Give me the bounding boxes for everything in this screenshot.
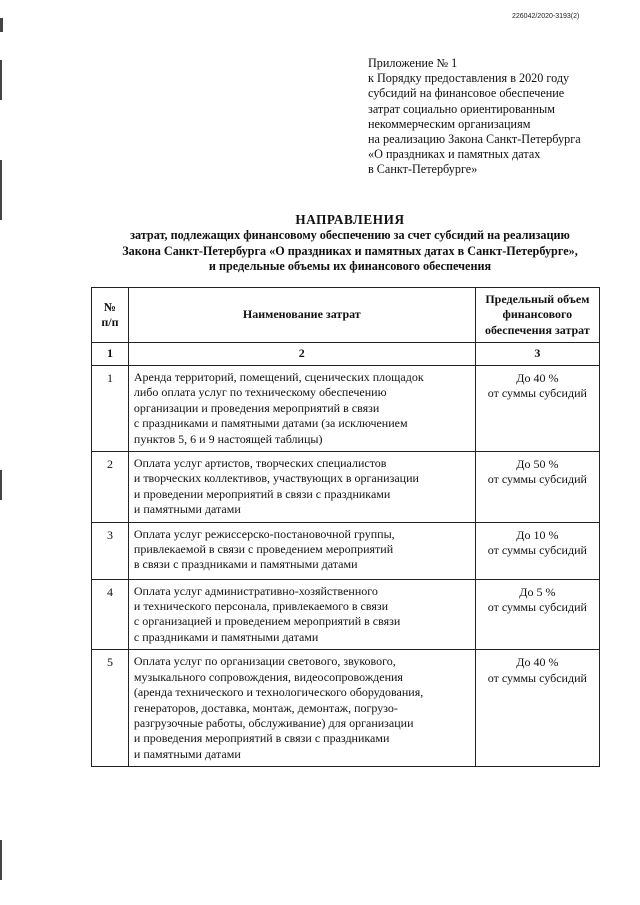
scan-edge-mark [0, 60, 2, 100]
description-line: Аренда территорий, помещений, сценических площадок [133, 370, 424, 384]
row-number: 4 [92, 579, 129, 650]
description-line: Оплата услуг административно-хозяйственного [133, 583, 378, 598]
limit-basis: от суммы субсидий [487, 386, 587, 401]
appendix-header [368, 56, 628, 178]
appendix-line: субсидий на финансовое обеспечение [368, 86, 565, 101]
description-line: и памятными датами [133, 746, 241, 761]
table-row [92, 650, 600, 767]
header-name: Наименование затрат [128, 288, 475, 343]
limit-basis: от суммы субсидий [487, 600, 587, 615]
description-line: и творческих коллективов, участвующих в организации [133, 471, 419, 486]
limit-basis: от суммы субсидий [487, 543, 587, 558]
title-line: и предельные объемы их финансового обеспечения [208, 259, 492, 274]
column-number: 2 [128, 343, 475, 366]
row-description [128, 452, 475, 523]
limit-percent: До 40 % [516, 371, 559, 385]
appendix-line: в Санкт-Петербурге» [368, 162, 478, 177]
expense-table [91, 287, 600, 767]
description-line: в связи с праздниками и памятными датами [133, 557, 358, 572]
description-line: Оплата услуг по организации светового, звукового, [133, 654, 396, 669]
title-main: НАПРАВЛЕНИЯ [295, 212, 405, 227]
header-limit-line: Предельный объем [485, 291, 590, 306]
description-line: Оплата услуг режиссерско-постановочной группы, [133, 526, 395, 541]
limit-basis: от суммы субсидий [487, 670, 587, 685]
document-title [60, 212, 640, 275]
table-row [92, 579, 600, 650]
header-limit [475, 288, 599, 343]
header-limit-line: финансового [502, 307, 573, 322]
description-line: с праздниками и памятными датами (за исключением [133, 416, 408, 431]
row-limit [475, 650, 599, 767]
table-row [92, 522, 600, 579]
limit-percent: До 5 % [519, 584, 556, 599]
description-line: пунктов 5, 6 и 9 настоящей таблицы) [133, 431, 323, 446]
limit-basis: от суммы субсидий [487, 472, 587, 487]
description-line: организации и проведения мероприятий в связи [133, 400, 380, 415]
appendix-line: Приложение № 1 [368, 56, 458, 70]
row-number: 5 [92, 650, 129, 767]
appendix-line: некоммерческим организациям [368, 116, 531, 131]
row-limit [475, 452, 599, 523]
description-line: и проведения мероприятий в связи с праздниками [133, 731, 390, 746]
limit-percent: До 50 % [516, 457, 559, 472]
column-number: 1 [92, 343, 129, 366]
row-description [128, 650, 475, 767]
description-line: и технического персонала, привлекаемого в связи [133, 599, 389, 614]
description-line: либо оплата услуг по техническому обеспечению [133, 385, 387, 400]
row-limit [475, 579, 599, 650]
header-limit-line: обеспечения затрат [484, 322, 590, 337]
description-line: и памятными датами [133, 502, 241, 517]
row-number: 1 [92, 366, 129, 452]
description-line: генераторов, доставка, монтаж, демонтаж, погрузо- [133, 700, 398, 715]
title-line: Закона Санкт-Петербурга «О праздниках и памятных датах в Санкт-Петербурге», [122, 243, 578, 258]
header-number-line: № [103, 299, 116, 314]
row-number: 2 [92, 452, 129, 523]
row-description [128, 522, 475, 579]
column-number: 3 [475, 343, 599, 366]
appendix-line: к Порядку предоставления в 2020 году [368, 71, 570, 86]
description-line: с организацией и проведением мероприятий в связи [133, 614, 401, 629]
description-line: Оплата услуг артистов, творческих специалистов [133, 456, 387, 471]
row-description [128, 366, 475, 452]
limit-percent: До 40 % [516, 655, 559, 670]
row-description [128, 579, 475, 650]
scan-edge-mark [0, 160, 2, 220]
description-line: привлекаемой в связи с проведением мероприятий [133, 542, 394, 557]
document-number: 226042/2020-3193(2) [512, 13, 580, 20]
limit-percent: До 10 % [516, 527, 559, 542]
description-line: музыкального сопровождения, видеосопровождения [133, 669, 403, 684]
table-header-row [92, 288, 600, 343]
table-row [92, 366, 600, 452]
appendix-line: затрат социально ориентированным [368, 101, 555, 116]
description-line: разгрузочные работы, обслуживание) для организации [133, 715, 414, 730]
description-line: и проведении мероприятий в связи с праздниками [133, 486, 391, 501]
scan-edge-mark [0, 470, 2, 500]
appendix-line: на реализацию Закона Санкт-Петербурга [368, 132, 581, 147]
column-number-row [92, 343, 600, 366]
row-limit [475, 522, 599, 579]
header-number [92, 288, 129, 343]
row-number: 3 [92, 522, 129, 579]
table-row [92, 452, 600, 523]
header-number-line: п/п [101, 315, 119, 329]
row-limit [475, 366, 599, 452]
appendix-line: «О праздниках и памятных датах [368, 147, 541, 162]
description-line: (аренда технического и технологического оборудования, [133, 685, 424, 700]
scan-edge-mark [0, 840, 2, 880]
scan-edge-mark [0, 18, 3, 32]
title-line: затрат, подлежащих финансовому обеспечению за счет субсидий на реализацию [130, 227, 570, 242]
description-line: с праздниками и памятными датами [133, 629, 319, 644]
